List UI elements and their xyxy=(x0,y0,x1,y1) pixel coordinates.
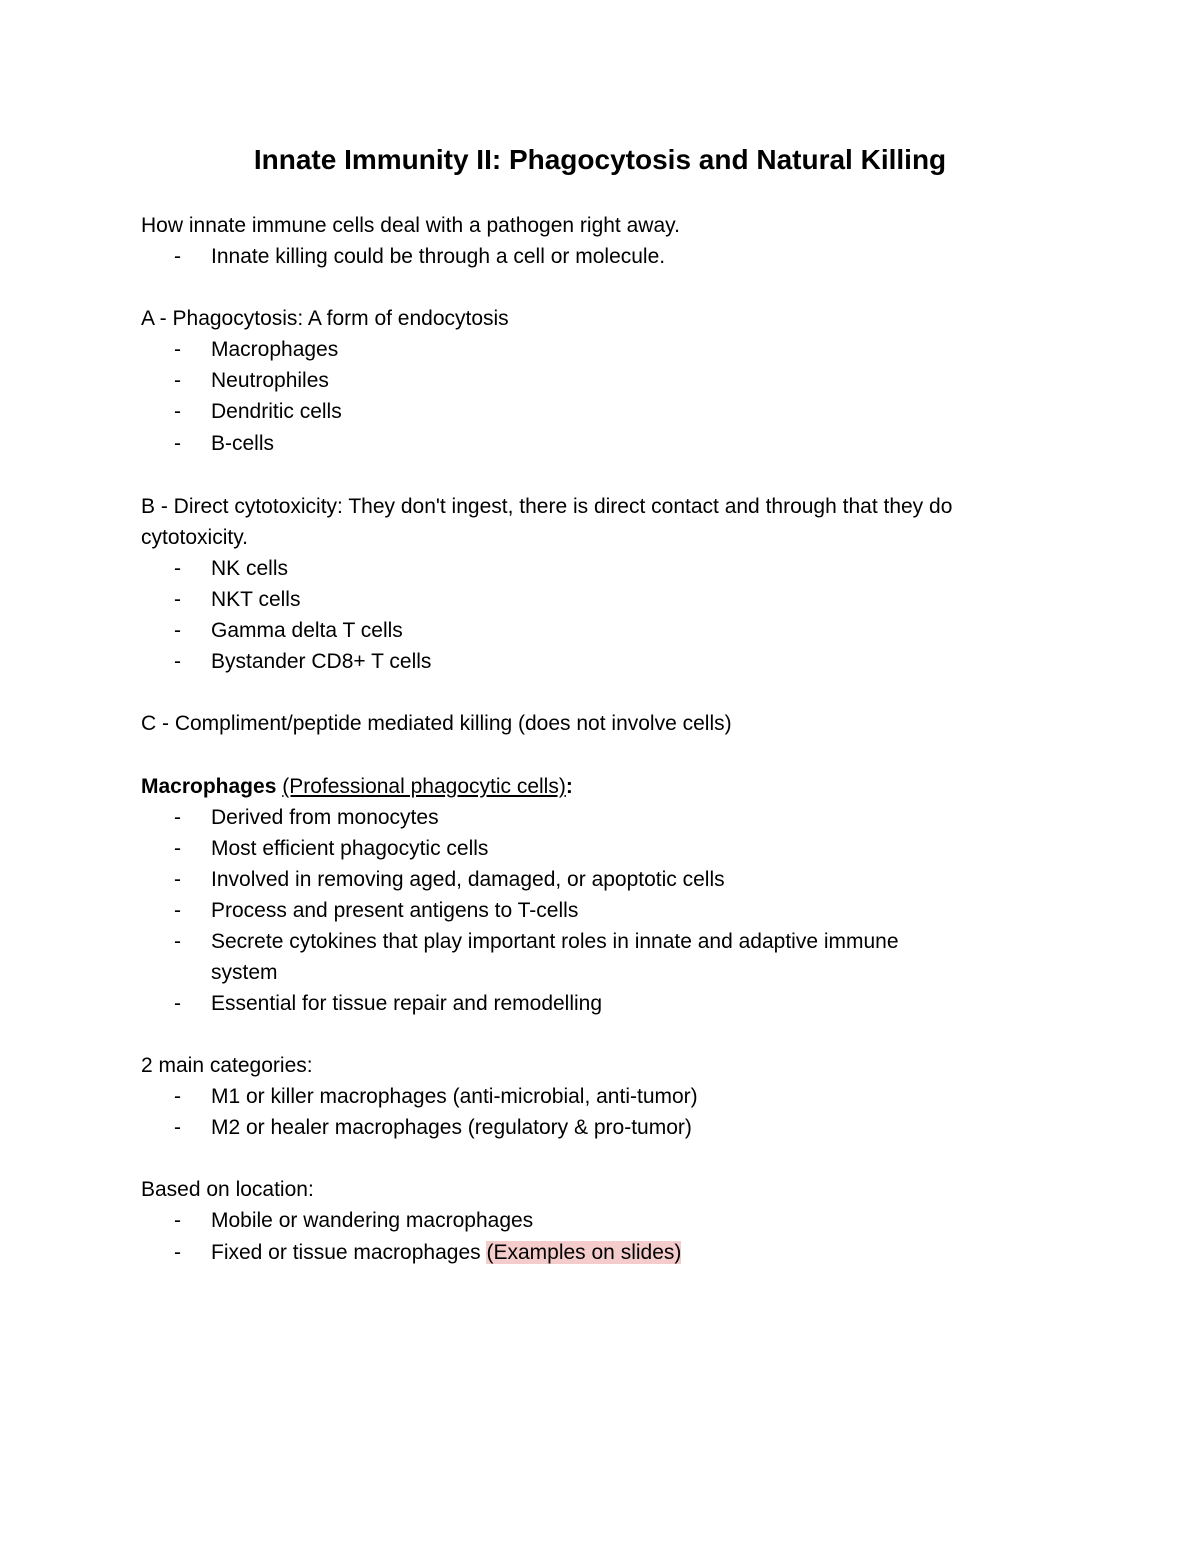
macrophages-heading xyxy=(141,771,573,802)
list-item-text: Macrophages xyxy=(211,338,339,361)
list-item-text: Neutrophiles xyxy=(211,369,329,392)
bullet-dash: - xyxy=(174,369,181,392)
bullet-dash: - xyxy=(174,432,181,455)
section-b-heading-continued: cytotoxicity. xyxy=(141,526,248,549)
bullet-dash: - xyxy=(174,338,181,361)
list-item-text-plain: Fixed or tissue macrophages xyxy=(211,1241,487,1264)
heading-colon: : xyxy=(565,775,573,798)
section-b-heading: B - Direct cytotoxicity: They don't ingest, there is direct contact and through that they do xyxy=(141,495,953,518)
bullet-dash: - xyxy=(174,806,181,829)
bullet-dash: - xyxy=(174,650,181,673)
bullet-dash: - xyxy=(174,588,181,611)
list-item-text: Dendritic cells xyxy=(211,400,342,423)
list-item-text: Innate killing could be through a cell or molecule. xyxy=(211,245,666,268)
bullet-dash: - xyxy=(174,992,181,1015)
list-item-text: Involved in removing aged, damaged, or apoptotic cells xyxy=(211,868,725,891)
page-title: Innate Immunity II: Phagocytosis and Natural Killing xyxy=(253,144,947,175)
list-item-text: Process and present antigens to T-cells xyxy=(211,899,579,922)
highlighted-note: (Examples on slides) xyxy=(486,1241,682,1264)
bullet-dash: - xyxy=(174,1116,181,1139)
bullet-dash: - xyxy=(174,245,181,268)
bullet-dash: - xyxy=(174,1241,181,1264)
bullet-dash: - xyxy=(174,930,181,953)
section-c-heading: C - Compliment/peptide mediated killing (does not involve cells) xyxy=(141,712,732,735)
list-item-text: Mobile or wandering macrophages xyxy=(211,1209,534,1232)
categories-heading: 2 main categories: xyxy=(141,1054,313,1077)
list-item-text: Most efficient phagocytic cells xyxy=(211,837,489,860)
bullet-dash: - xyxy=(174,619,181,642)
bullet-dash: - xyxy=(174,899,181,922)
section-a-heading: A - Phagocytosis: A form of endocytosis xyxy=(141,307,509,330)
bullet-dash: - xyxy=(174,1085,181,1108)
macrophages-heading-underlined: (Professional phagocytic cells) xyxy=(282,775,566,798)
list-item-text: M2 or healer macrophages (regulatory & pro-tumor) xyxy=(211,1116,692,1139)
list-item-text: Bystander CD8+ T cells xyxy=(211,650,432,673)
macrophages-heading-bold: Macrophages xyxy=(141,775,277,798)
bullet-dash: - xyxy=(174,400,181,423)
bullet-dash: - xyxy=(174,868,181,891)
list-item-text: B-cells xyxy=(211,432,275,455)
bullet-dash: - xyxy=(174,837,181,860)
list-item-text: system xyxy=(211,961,278,984)
list-item-text: Gamma delta T cells xyxy=(211,619,403,642)
list-item-text: Essential for tissue repair and remodelling xyxy=(211,992,603,1015)
bullet-dash: - xyxy=(174,1209,181,1232)
location-heading: Based on location: xyxy=(141,1178,314,1201)
intro-text: How innate immune cells deal with a pathogen right away. xyxy=(141,214,680,237)
list-item-text: Secrete cytokines that play important roles in innate and adaptive immune xyxy=(211,930,899,953)
list-item-text: NK cells xyxy=(211,557,289,580)
list-item-text xyxy=(211,1237,681,1268)
list-item-text: NKT cells xyxy=(211,588,301,611)
list-item-text: Derived from monocytes xyxy=(211,806,439,829)
bullet-dash: - xyxy=(174,557,181,580)
list-item-text: M1 or killer macrophages (anti-microbial, anti-tumor) xyxy=(211,1085,698,1108)
